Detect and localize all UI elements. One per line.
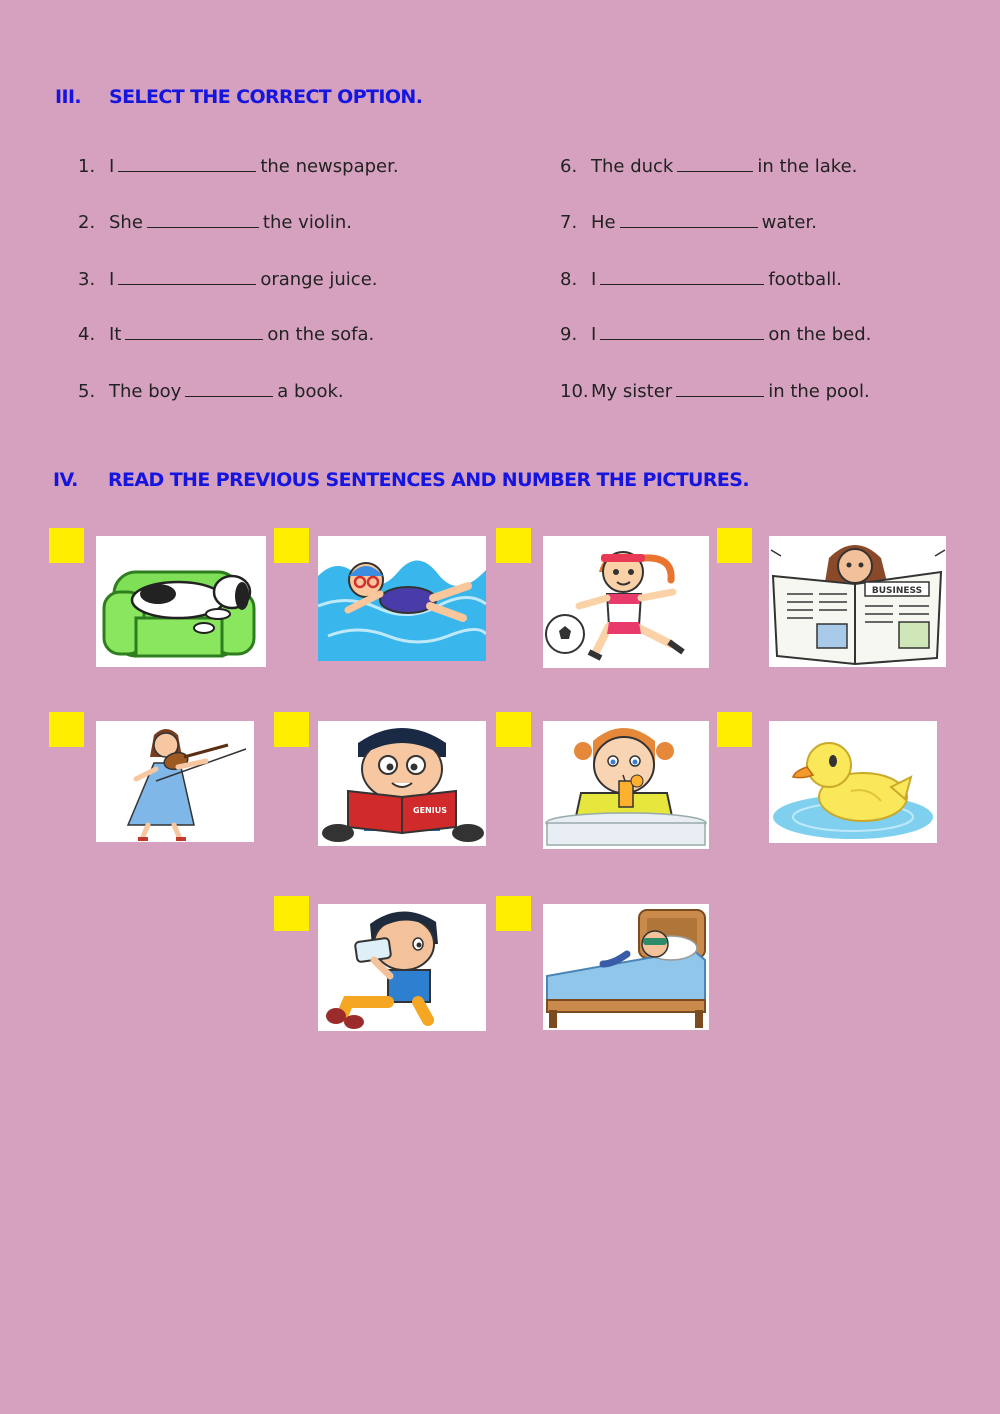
answer-box-1[interactable] (49, 528, 84, 563)
sentence-1: 1. I the newspaper. (78, 156, 399, 177)
answer-box-2[interactable] (274, 528, 309, 563)
answer-blank-9[interactable] (600, 323, 764, 340)
answer-blank-3[interactable] (118, 268, 256, 285)
answer-box-3[interactable] (496, 528, 531, 563)
answer-blank-2[interactable] (147, 211, 259, 228)
answer-blank-7[interactable] (620, 211, 758, 228)
sentence-10: 10. My sister in the pool. (560, 381, 870, 402)
section-3-number: III. (55, 86, 82, 108)
sentence-4: 4. It on the sofa. (78, 324, 375, 345)
section-3-heading (55, 86, 455, 112)
answer-blank-8[interactable] (600, 268, 764, 285)
boy-drinking-water-icon (318, 904, 486, 1031)
sentence-8: 8. I football. (560, 269, 842, 290)
boy-reading-book-icon (318, 721, 486, 846)
sentence-6: 6. The duck in the lake. (560, 156, 858, 177)
answer-blank-6[interactable] (677, 155, 753, 172)
section-4-title: READ THE PREVIOUS SENTENCES AND NUMBER THE PICTURES. (108, 469, 749, 491)
answer-blank-10[interactable] (676, 380, 764, 397)
answer-box-4[interactable] (717, 528, 752, 563)
sentence-5: 5. The boy a book. (78, 381, 344, 402)
section-3-title: SELECT THE CORRECT OPTION. (109, 86, 423, 108)
duck-in-lake-icon (769, 721, 937, 843)
newspaper-label: BUSINESS (871, 586, 923, 596)
answer-box-8[interactable] (717, 712, 752, 747)
woman-reading-newspaper-icon (769, 536, 946, 667)
answer-box-9[interactable] (274, 896, 309, 931)
answer-box-10[interactable] (496, 896, 531, 931)
section-4-number: IV. (53, 469, 78, 491)
girl-playing-violin-icon (96, 721, 254, 842)
answer-box-7[interactable] (496, 712, 531, 747)
girl-drinking-juice-icon (543, 721, 709, 849)
book-label: GENIUS (413, 806, 447, 815)
answer-box-5[interactable] (49, 712, 84, 747)
answer-blank-4[interactable] (125, 323, 263, 340)
answer-box-6[interactable] (274, 712, 309, 747)
sentence-3: 3. I orange juice. (78, 269, 378, 290)
sentence-7: 7. He water. (560, 212, 817, 233)
sentence-2: 2. She the violin. (78, 212, 352, 233)
answer-blank-5[interactable] (185, 380, 273, 397)
girl-playing-football-icon (543, 536, 709, 668)
sentence-9: 9. I on the bed. (560, 324, 872, 345)
boy-sleeping-in-bed-icon (543, 904, 709, 1030)
section-4-heading (53, 469, 753, 495)
answer-blank-1[interactable] (118, 155, 256, 172)
dog-on-sofa-icon (96, 536, 266, 667)
girl-swimming-icon (318, 536, 486, 661)
